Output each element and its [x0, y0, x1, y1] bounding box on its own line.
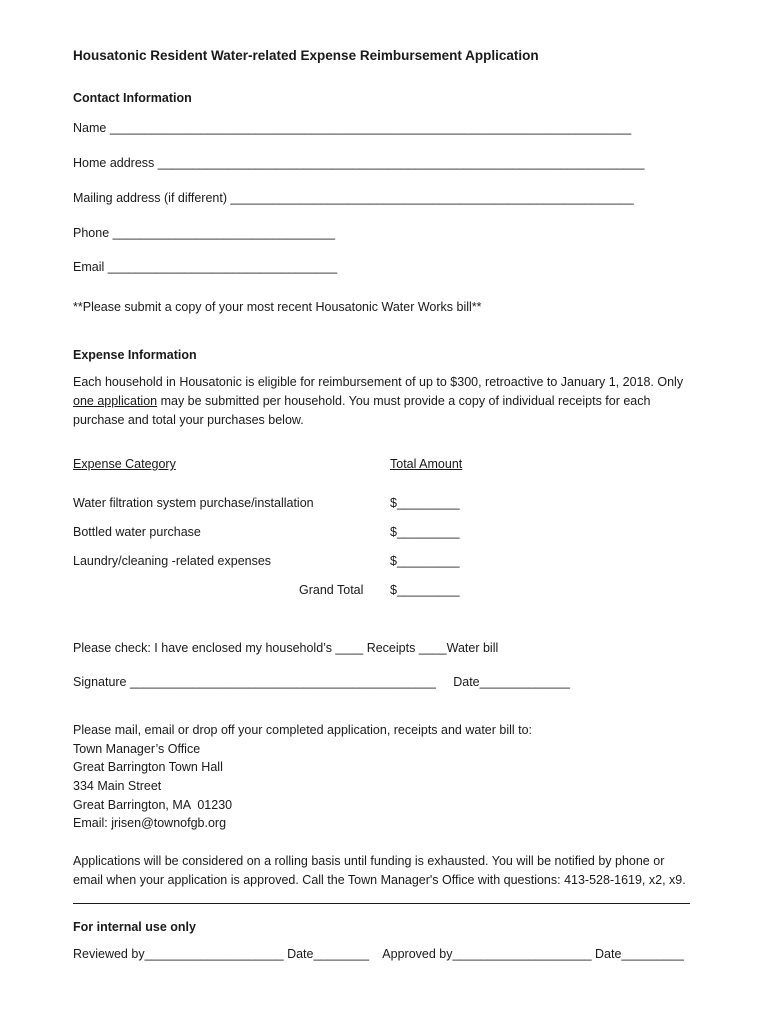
grand-total-label: Grand Total	[299, 583, 364, 597]
rolling-basis-text: email when your application is approved. Call the Town Manager's Office with questions: 413-528-1619, x2, x9.	[73, 873, 686, 887]
expense-row-amount[interactable]: $_________	[390, 525, 460, 539]
mailing-address-line: 334 Main Street	[73, 779, 162, 793]
internal-review-line: Reviewed by____________________ Date________ Approved by____________________ Date_________	[73, 947, 684, 961]
col-expense-category: Expense Category	[73, 457, 176, 471]
expense-row-label: Bottled water purchase	[73, 525, 201, 539]
mailing-address-line: Town Manager’s Office	[73, 742, 201, 756]
one-application-text: one application	[73, 394, 158, 408]
signature-line[interactable]: Signature ____________________________________________ Date_____________	[73, 675, 571, 689]
section-divider	[73, 903, 690, 904]
expense-row-label: Water filtration system purchase/installation	[73, 496, 314, 510]
home-address-field[interactable]: Home address ______________________________________________________________________	[73, 156, 645, 170]
mailing-address-line: Great Barrington, MA 01230	[73, 798, 233, 812]
name-field[interactable]: Name ___________________________________________________________________________	[73, 121, 632, 135]
expense-paragraph-line2-rest: may be submitted per household. You must provide a copy of individual receipts for each	[157, 394, 651, 408]
expense-row-label: Laundry/cleaning -related expenses	[73, 554, 272, 568]
expense-paragraph-line1: Each household in Housatonic is eligible for reimbursement of up to $300, retroactive to January 1, 2018. Only	[73, 375, 684, 389]
enclosure-check[interactable]: Please check: I have enclosed my household’s ____ Receipts ____Water bill	[73, 641, 499, 655]
expense-heading: Expense Information	[73, 348, 197, 362]
phone-field[interactable]: Phone ________________________________	[73, 226, 336, 240]
email-field[interactable]: Email _________________________________	[73, 260, 338, 274]
mailing-address-line: Great Barrington Town Hall	[73, 760, 223, 774]
rolling-basis-text: Applications will be considered on a rolling basis until funding is exhausted. You will be notified by phone or	[73, 854, 665, 868]
bill-note: **Please submit a copy of your most recent Housatonic Water Works bill**	[73, 300, 482, 314]
expense-row-amount[interactable]: $_________	[390, 496, 460, 510]
contact-heading: Contact Information	[73, 91, 192, 105]
mailing-instructions: Please mail, email or drop off your completed application, receipts and water bill to:	[73, 723, 533, 737]
col-total-amount: Total Amount	[390, 457, 463, 471]
grand-total-amount[interactable]: $_________	[390, 583, 460, 597]
page-title: Housatonic Resident Water-related Expense Reimbursement Application	[73, 48, 539, 63]
expense-paragraph-line2	[73, 394, 650, 408]
mailing-address-field[interactable]: Mailing address (if different) __________________________________________________________	[73, 191, 634, 205]
mailing-email: Email: jrisen@townofgb.org	[73, 816, 227, 830]
expense-row-amount[interactable]: $_________	[390, 554, 460, 568]
internal-use-heading: For internal use only	[73, 920, 196, 934]
expense-paragraph-line3: purchase and total your purchases below.	[73, 413, 304, 427]
